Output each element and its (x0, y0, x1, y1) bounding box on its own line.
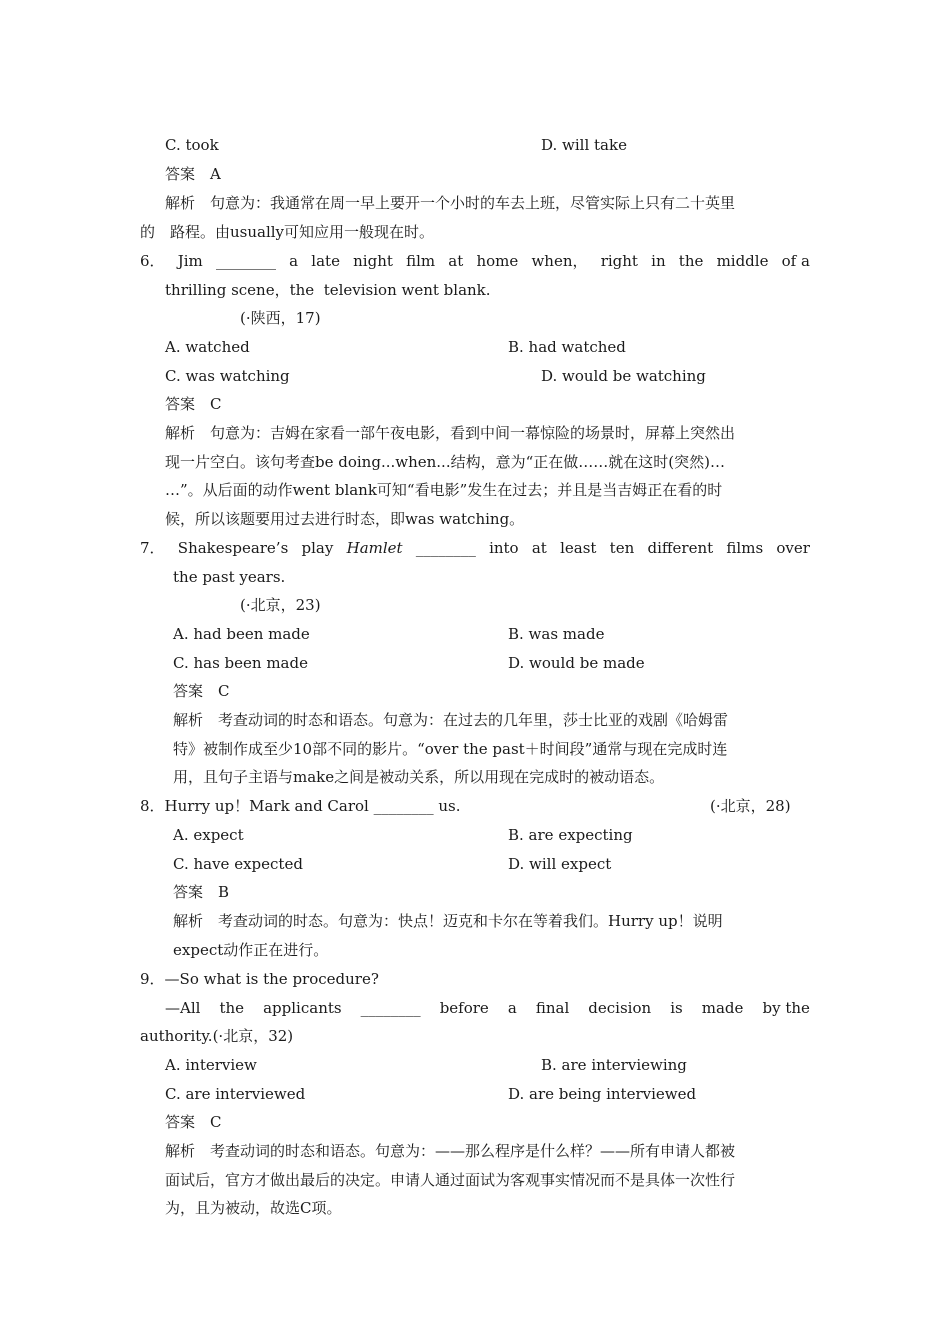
word: home (476, 252, 519, 270)
word: at (531, 539, 547, 557)
word: 6． (140, 252, 165, 270)
word: over (776, 539, 810, 557)
q8-option-b: B. are expecting (508, 826, 633, 844)
q9-option-c: C. are interviewed (165, 1085, 306, 1103)
q7-option-c: C. has been made (173, 654, 308, 672)
word: ________ (415, 539, 476, 557)
word: final (535, 999, 570, 1017)
word: in (651, 252, 666, 270)
q9-option-b: B. are interviewing (541, 1056, 687, 1074)
word: ________ (215, 252, 276, 270)
q8-option-d: D. will expect (508, 855, 612, 873)
q9-explanation-line-3: 为，且为被动，故选C项。 (165, 1199, 342, 1217)
q7-option-b: B. was made (508, 625, 605, 643)
q5-answer: 答案 A (165, 165, 221, 183)
word: decision (588, 999, 652, 1017)
q5-explanation-line-2: 的 路程。由usually可知应用一般现在时。 (140, 223, 435, 241)
q6-explanation-line-1: 解析 句意为：吉姆在家看一部午夜电影，看到中间一幕惊险的场景时，屏幕上突然出 (165, 424, 736, 442)
q5-option-c: C. took (165, 136, 219, 154)
q6-option-b: B. had watched (508, 338, 626, 356)
q6-option-c: C. was watching (165, 367, 290, 385)
q7-explanation-line-1: 解析 考查动词的时态和语态。句意为：在过去的几年里，莎士比亚的戏剧《哈姆雷 (173, 711, 729, 729)
q8-source: (·北京，28) (710, 797, 791, 815)
q7-option-a: A. had been made (173, 625, 310, 643)
word: —All (165, 999, 201, 1017)
q7-stem-line-2: the past years. (173, 568, 286, 586)
q5-explanation-line-1: 解析 句意为：我通常在周一早上要开一个小时的车去上班，尽管实际上只有二十英里 (165, 194, 736, 212)
word: before (439, 999, 489, 1017)
word: films (726, 539, 764, 557)
word: a (289, 252, 299, 270)
q6-stem-line-2: thrilling scene，the television went blank. (165, 281, 491, 299)
word: ________ (360, 999, 421, 1017)
play-title: Hamlet (346, 539, 403, 557)
q6-answer: 答案 C (165, 395, 222, 413)
word: the (219, 999, 245, 1017)
q6-option-d: D. would be watching (541, 367, 706, 385)
q7-explanation-line-3: 用，且句子主语与make之间是被动关系，所以用现在完成时的被动语态。 (173, 768, 665, 786)
word: play (301, 539, 334, 557)
word: different (647, 539, 714, 557)
word: Jim (177, 252, 203, 270)
q6-source: (·陕西，17) (240, 309, 321, 327)
q8-explanation-line-2: expect动作正在进行。 (173, 941, 329, 959)
q6-explanation-line-3: …”。从后面的动作went blank可知“看电影”发生在过去；并且是当吉姆正在看的时 (165, 481, 723, 499)
word: late (311, 252, 340, 270)
q5-option-d: D. will take (541, 136, 627, 154)
q9-option-a: A. interview (165, 1056, 257, 1074)
q8-option-c: C. have expected (173, 855, 303, 873)
q8-option-a: A. expect (173, 826, 244, 844)
q6-stem-line-1 (140, 251, 810, 271)
word: made (701, 999, 744, 1017)
q6-option-a: A. watched (165, 338, 250, 356)
q9-explanation-line-1: 解析 考查动词的时态和语态。句意为：——那么程序是什么样？——所有申请人都被 (165, 1142, 736, 1160)
word: when， (531, 252, 588, 270)
word: 7． (140, 539, 165, 557)
q9-option-d: D. are being interviewed (508, 1085, 697, 1103)
q8-answer: 答案 B (173, 883, 230, 901)
q7-source: (·北京，23) (240, 596, 321, 614)
word: by the (762, 999, 810, 1017)
word: of a (781, 252, 810, 270)
word: into (489, 539, 519, 557)
q9-stem-line-3: authority.(·北京，32) (140, 1027, 294, 1045)
q9-stem-line-2 (165, 998, 810, 1018)
word: a (507, 999, 517, 1017)
q7-answer: 答案 C (173, 682, 230, 700)
q7-stem-line-1 (140, 538, 810, 558)
word: the (678, 252, 704, 270)
q7-option-d: D. would be made (508, 654, 645, 672)
word: middle (716, 252, 769, 270)
word: right (600, 252, 638, 270)
word: least (560, 539, 597, 557)
word: film (406, 252, 436, 270)
q9-stem-line-1: 9．—So what is the procedure? (140, 970, 379, 988)
word: is (670, 999, 683, 1017)
q9-answer: 答案 C (165, 1113, 222, 1131)
q6-explanation-line-2: 现一片空白。该句考查be doing...when...结构，意为“正在做……就在这时(突然)… (165, 453, 725, 471)
q8-explanation-line-1: 解析 考查动词的时态。句意为：快点！迈克和卡尔在等着我们。Hurry up！说明 (173, 912, 723, 930)
q7-explanation-line-2: 特》被制作成至少10部不同的影片。“over the past＋时间段”通常与现在完成时连 (173, 740, 728, 758)
word: ten (609, 539, 635, 557)
q9-explanation-line-2: 面试后，官方才做出最后的决定。申请人通过面试为客观事实情况而不是具体一次性行 (165, 1171, 736, 1189)
word: Shakespeare’s (177, 539, 289, 557)
q8-stem: 8．Hurry up！Mark and Carol ________ us. (140, 797, 461, 815)
word: at (448, 252, 464, 270)
word: applicants (263, 999, 342, 1017)
word: night (353, 252, 393, 270)
q6-explanation-line-4: 候，所以该题要用过去进行时态，即was watching。 (165, 510, 525, 528)
